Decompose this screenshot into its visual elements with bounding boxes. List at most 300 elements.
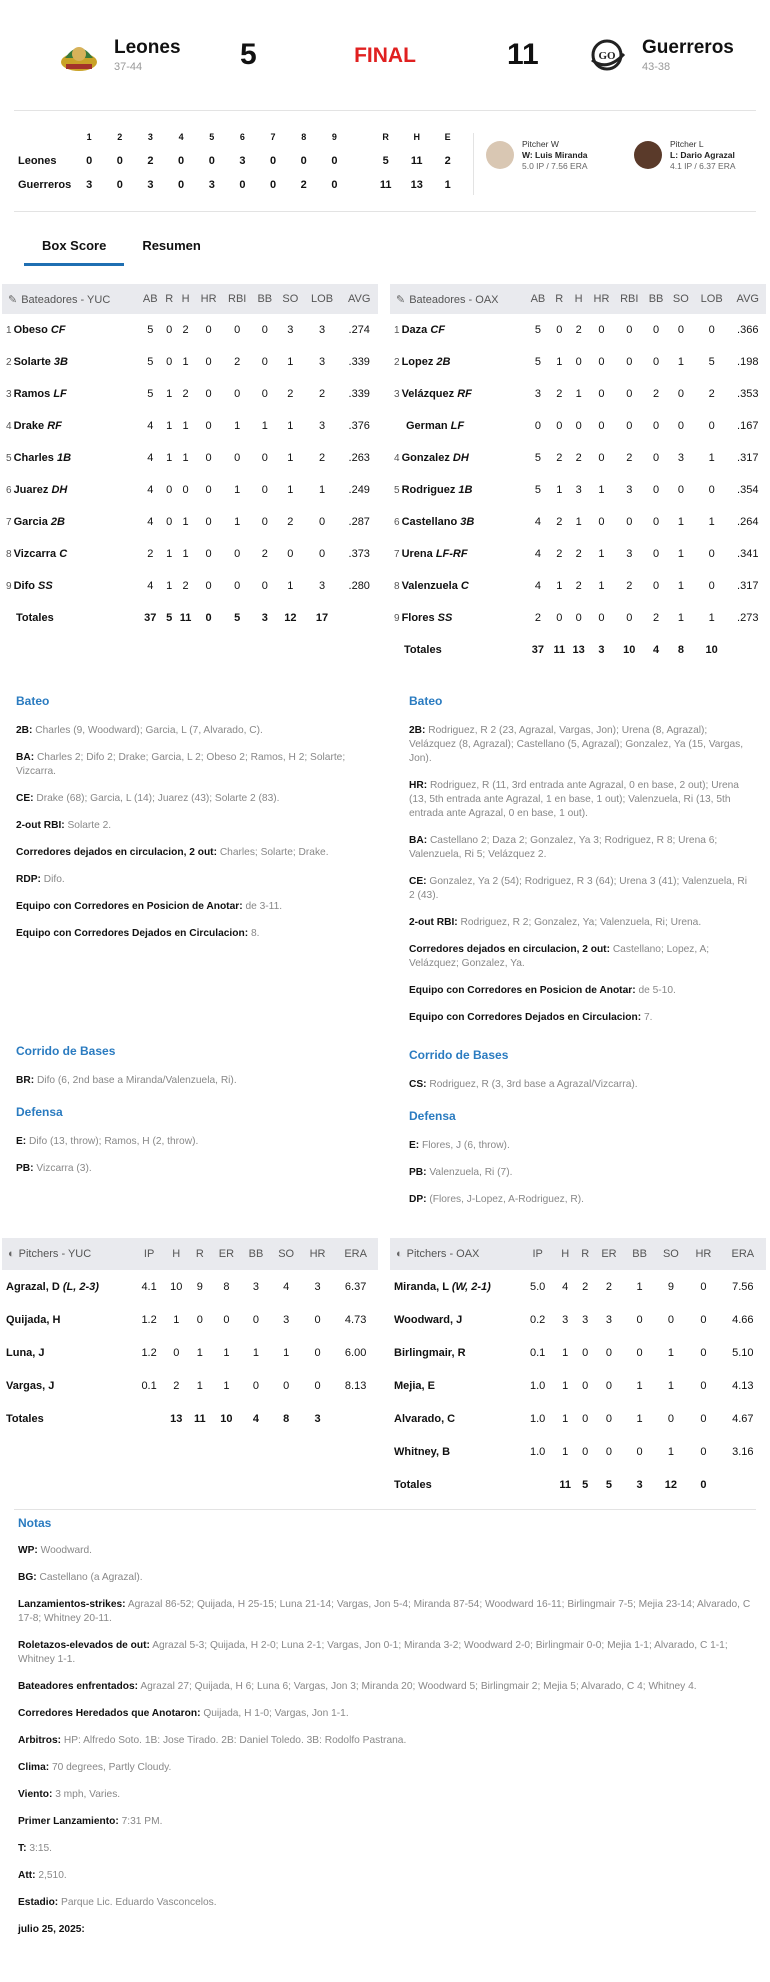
player-name: Vizcarra — [13, 548, 57, 560]
batting-team-title: Bateadores - OAX — [409, 293, 499, 306]
stat-cell: 1 — [708, 452, 715, 464]
stat-cell: 4 — [147, 580, 154, 592]
table-row — [2, 410, 378, 442]
player-name: German — [406, 420, 448, 432]
batting-team-header — [2, 284, 138, 314]
note-item — [16, 846, 361, 860]
inning-runs: 0 — [239, 179, 246, 191]
stat-header: H — [164, 1238, 188, 1270]
player-name: Garcia — [13, 516, 48, 528]
note-item — [409, 1193, 754, 1207]
player-name: Daza — [401, 324, 428, 336]
player-position: C — [460, 580, 469, 592]
table-row — [2, 1369, 378, 1402]
batting-order: 1 — [6, 325, 12, 336]
stat-cell: 4 — [147, 420, 154, 432]
stat-cell: 1 — [223, 1379, 230, 1392]
pitcher-cell[interactable] — [2, 1270, 134, 1303]
pitching-header-row — [2, 1238, 378, 1270]
stat-cell — [134, 1402, 164, 1435]
player-cell[interactable] — [2, 378, 138, 410]
stat-cell: .264 — [737, 516, 759, 528]
stat-cell: 0 — [652, 516, 660, 528]
stat-cell: 3 — [575, 484, 582, 496]
stat-cell: .339 — [348, 356, 370, 368]
table-row — [390, 602, 766, 634]
note-key: CS: — [409, 1079, 427, 1090]
player-cell[interactable] — [2, 474, 138, 506]
stat-cell: 6.37 — [344, 1280, 367, 1293]
rhe-value: 11 — [379, 179, 392, 191]
stat-cell: 3 — [314, 1280, 321, 1293]
winning-pitcher-name: W: Luis Miranda — [522, 149, 588, 160]
stat-cell: 1.0 — [529, 1445, 546, 1458]
stat-cell: 0 — [234, 324, 241, 336]
table-row — [390, 346, 766, 378]
stat-header: R — [577, 1238, 593, 1270]
stat-cell: 0 — [166, 516, 173, 528]
stat-cell: 0 — [677, 388, 684, 400]
note-key: Roletazos-elevados de out: — [18, 1640, 150, 1651]
batting-order: 6 — [394, 517, 400, 528]
player-cell[interactable] — [2, 570, 138, 602]
home-batting-table — [390, 284, 766, 666]
stat-cell: 0 — [261, 516, 268, 528]
stat-cell: 0 — [626, 516, 633, 528]
note-value: de 3-11. — [245, 901, 283, 912]
pitcher-name: Miranda, L — [394, 1280, 449, 1293]
tab-bar — [0, 238, 770, 266]
stat-cell: 0 — [652, 452, 660, 464]
note-key: Primer Lanzamiento: — [18, 1816, 119, 1827]
player-cell[interactable] — [390, 602, 526, 634]
pitcher-cell[interactable] — [2, 1369, 134, 1402]
stat-cell: 1 — [173, 1313, 180, 1326]
player-cell[interactable] — [2, 538, 138, 570]
player-position: RF — [457, 388, 472, 400]
note-key: PB: — [409, 1167, 427, 1178]
stat-cell: .198 — [737, 356, 759, 368]
player-cell[interactable] — [2, 346, 138, 378]
note-item — [18, 1788, 752, 1802]
stat-cell: 1 — [283, 1346, 290, 1359]
pitcher-cell[interactable] — [390, 1369, 522, 1402]
player-name: Flores — [401, 612, 435, 624]
player-cell[interactable] — [390, 410, 526, 442]
note-key: Bateadores enfrentados: — [18, 1681, 139, 1692]
pitcher-name: Vargas, J — [6, 1379, 55, 1392]
stat-cell: 0 — [575, 612, 582, 624]
stat-cell: 3 — [626, 548, 633, 560]
linescore-team: Guerreros — [18, 179, 72, 191]
totals-label: Totales — [404, 644, 442, 656]
stat-cell: 0 — [700, 1412, 707, 1425]
stat-cell: .274 — [348, 324, 370, 336]
home-batting — [390, 284, 766, 666]
player-name: Urena — [401, 548, 433, 560]
tab-box-score[interactable]: Box Score — [24, 238, 124, 266]
notes-section-title: Bateo — [16, 694, 50, 708]
stat-cell: 0 — [318, 516, 326, 528]
stat-header: BB — [253, 284, 278, 314]
note-item — [18, 1869, 752, 1883]
player-position: SS — [38, 580, 53, 592]
player-name: Valenzuela — [401, 580, 458, 592]
stat-cell: 2 — [556, 388, 563, 400]
player-cell[interactable] — [2, 410, 138, 442]
stat-cell: 0 — [636, 1445, 643, 1458]
note-key: CE: — [409, 876, 427, 887]
note-value: Charles 2; Difo 2; Drake; Garcia, L 2; Obeso 2; Ramos, H 2; Solarte; Vizcarra. — [16, 752, 346, 777]
note-key: BA: — [16, 752, 35, 763]
linescore-section — [0, 111, 770, 211]
table-row — [390, 538, 766, 570]
stat-cell: 1 — [196, 1346, 203, 1359]
stat-cell: 0 — [556, 324, 563, 336]
table-row — [2, 570, 378, 602]
table-row — [390, 570, 766, 602]
player-name: Juarez — [13, 484, 49, 496]
stat-cell: 0 — [182, 484, 189, 496]
batting-order: 2 — [394, 357, 400, 368]
stat-cell: 0 — [708, 420, 715, 432]
totals-label: Totales — [394, 1478, 432, 1491]
table-row — [390, 1402, 766, 1435]
decision-pitchers — [474, 133, 770, 177]
inning-runs: 0 — [300, 155, 307, 167]
pitcher-cell[interactable] — [390, 1336, 522, 1369]
inning-runs: 0 — [208, 155, 215, 167]
stat-cell: 3 — [598, 644, 605, 656]
rhe-value: 1 — [444, 179, 451, 191]
stat-cell: .317 — [737, 452, 759, 464]
stat-cell: 10 — [220, 1412, 233, 1425]
away-score: 5 — [240, 38, 257, 71]
stat-cell: 3.16 — [732, 1445, 754, 1458]
note-key: Viento: — [18, 1789, 53, 1800]
stat-cell: 0 — [636, 1346, 643, 1359]
stat-cell: 0 — [314, 1379, 321, 1392]
totals-row — [390, 1468, 766, 1501]
player-position: 3B — [53, 356, 68, 368]
stat-cell: 8 — [223, 1280, 230, 1293]
stat-header: H — [553, 1238, 577, 1270]
ball-icon: ◐ — [8, 1248, 15, 1260]
note-item — [409, 1011, 754, 1025]
note-value: 7:31 PM. — [121, 1816, 163, 1827]
stat-cell: 0 — [700, 1346, 707, 1359]
stat-cell: 1 — [562, 1346, 569, 1359]
linescore-row-away — [14, 149, 463, 173]
note-value: (Flores, J-Lopez, A-Rodriguez, R). — [429, 1194, 584, 1205]
note-item — [16, 927, 361, 941]
stat-cell — [720, 1468, 766, 1501]
stat-cell: 0.1 — [529, 1346, 546, 1359]
stat-header: HR — [302, 1238, 333, 1270]
pitching-section — [0, 1238, 770, 1501]
pitching-team-title: Pitchers - OAX — [406, 1248, 480, 1260]
player-cell[interactable] — [390, 442, 526, 474]
stat-cell: 0 — [605, 1379, 613, 1392]
inning-runs: 0 — [331, 179, 338, 191]
note-value: Agrazal 5-3; Quijada, H 2-0; Luna 2-1; Vargas, Jon 0-1; Miranda 3-2; Woodward 2-0; Birlingmair 0-0; Mejia 1-1; Alvarado, C 1-1; Whitney 1-1. — [18, 1640, 728, 1665]
note-value: Valenzuela, Ri (7). — [429, 1167, 513, 1178]
stat-cell: 0 — [575, 420, 582, 432]
note-value: HP: Alfredo Soto. 1B: Jose Tirado. 2B: Daniel Toledo. 3B: Rodolfo Pastrana. — [63, 1735, 407, 1746]
winning-pitcher[interactable] — [486, 139, 622, 172]
totals-row — [2, 1402, 378, 1435]
note-key: DP: — [409, 1194, 427, 1205]
note-key: Equipo con Corredores en Posicion de Anotar: — [409, 985, 636, 996]
avatar — [634, 141, 662, 169]
stat-cell: 3 — [605, 1313, 613, 1326]
away-batting — [2, 284, 378, 666]
stat-cell — [522, 1468, 553, 1501]
pitcher-name: Mejia, E — [394, 1379, 435, 1392]
stat-cell: 4 — [534, 580, 541, 592]
stat-cell: 4 — [534, 516, 541, 528]
stat-cell: 0 — [700, 1478, 707, 1491]
pitcher-cell[interactable] — [2, 1336, 134, 1369]
stat-cell: 0 — [205, 452, 212, 464]
note-key: julio 25, 2025: — [18, 1924, 85, 1935]
stat-cell: .263 — [348, 452, 370, 464]
note-key: T: — [18, 1843, 27, 1854]
pitcher-cell[interactable] — [390, 1270, 522, 1303]
note-item — [16, 1135, 361, 1149]
batting-section — [0, 284, 770, 666]
stat-cell: 8.13 — [344, 1379, 367, 1392]
stat-cell: 1 — [182, 452, 189, 464]
stat-cell: 0 — [287, 548, 294, 560]
stat-cell: 2 — [287, 388, 294, 400]
totals-label: Totales — [6, 1412, 44, 1425]
stat-cell: 1 — [562, 1379, 569, 1392]
inning-header: 8 — [301, 132, 307, 142]
table-row — [2, 1336, 378, 1369]
note-key: WP: — [18, 1545, 38, 1556]
player-cell[interactable] — [2, 506, 138, 538]
stat-cell: 1 — [287, 356, 294, 368]
linescore-header-row — [14, 125, 463, 149]
stat-cell: 1 — [677, 612, 684, 624]
stat-cell: 2 — [605, 1280, 613, 1293]
rhe-value: 2 — [444, 155, 451, 167]
rhe-header: R — [382, 132, 389, 142]
player-cell[interactable] — [390, 378, 526, 410]
totals-row — [390, 634, 766, 666]
stat-cell: 0 — [173, 1346, 180, 1359]
table-row — [390, 442, 766, 474]
stat-cell: 0 — [708, 548, 715, 560]
stat-cell: 0 — [234, 580, 241, 592]
stat-cell: 0 — [626, 324, 633, 336]
stat-cell: 0 — [234, 452, 241, 464]
player-cell[interactable] — [390, 314, 526, 346]
stat-cell: 10 — [705, 644, 718, 656]
stat-cell: 2 — [652, 388, 660, 400]
note-key: 2B: — [16, 725, 33, 736]
linescore-team-header — [14, 125, 74, 149]
stat-cell: 1 — [556, 484, 563, 496]
stat-cell: 1 — [636, 1379, 643, 1392]
home-team[interactable] — [584, 32, 734, 78]
inning-runs: 0 — [270, 155, 277, 167]
pitcher-cell[interactable] — [390, 1303, 522, 1336]
player-name: Gonzalez — [401, 452, 450, 464]
home-notes — [409, 694, 754, 1220]
losing-pitcher-label: Pitcher L — [670, 138, 704, 149]
table-row — [2, 538, 378, 570]
stat-cell: 0 — [598, 452, 605, 464]
stat-cell: 0 — [261, 484, 268, 496]
player-position: LF-RF — [435, 548, 468, 560]
stat-cell: 4.1 — [141, 1280, 157, 1293]
stat-cell: 3 — [636, 1478, 643, 1491]
stat-cell: 1 — [196, 1379, 203, 1392]
note-key: 2-out RBI: — [16, 820, 65, 831]
stat-cell: 0 — [223, 1313, 230, 1326]
stat-header: SO — [277, 284, 304, 314]
player-cell[interactable] — [2, 314, 138, 346]
stat-cell: 3 — [283, 1313, 290, 1326]
stat-cell: 1 — [166, 580, 173, 592]
stat-cell: 1 — [287, 452, 294, 464]
player-cell[interactable] — [2, 442, 138, 474]
player-position: C — [59, 548, 68, 560]
note-item — [16, 873, 361, 887]
stat-cell: 2 — [318, 452, 326, 464]
notes-section-title: Bateo — [409, 694, 443, 708]
player-position: DH — [51, 484, 68, 496]
stat-header: SO — [668, 284, 694, 314]
stat-cell: 10 — [170, 1280, 183, 1293]
pitcher-cell[interactable] — [390, 1435, 522, 1468]
inning-runs: 3 — [147, 179, 154, 191]
stat-cell: 10 — [623, 644, 636, 656]
linescore-table — [14, 125, 463, 197]
pitcher-cell[interactable] — [390, 1402, 522, 1435]
stat-cell: .354 — [737, 484, 759, 496]
inning-runs: 0 — [178, 179, 185, 191]
note-key: BG: — [18, 1572, 37, 1583]
rhe-value: 5 — [382, 155, 389, 167]
table-row — [2, 506, 378, 538]
note-key: BR: — [16, 1075, 35, 1086]
pitcher-name: Birlingmair, R — [394, 1346, 466, 1359]
stat-cell — [333, 1402, 378, 1435]
stat-cell: 3 — [318, 420, 326, 432]
stat-cell: 1 — [234, 484, 241, 496]
stat-cell: 5 — [534, 484, 541, 496]
stat-cell: 3 — [318, 324, 326, 336]
table-row — [390, 314, 766, 346]
stat-cell: 0 — [598, 324, 605, 336]
player-cell[interactable] — [390, 570, 526, 602]
player-cell[interactable] — [390, 506, 526, 538]
batting-order: 7 — [6, 517, 12, 528]
note-key: RDP: — [16, 874, 41, 885]
stat-cell: 1.2 — [141, 1313, 157, 1326]
batting-header-row — [390, 284, 766, 314]
winning-pitcher-stats: 5.0 IP / 7.56 ERA — [522, 160, 588, 171]
table-row — [2, 442, 378, 474]
stat-header: HR — [589, 284, 615, 314]
game-notes — [0, 1516, 770, 1937]
stat-cell: 0 — [598, 612, 605, 624]
pitcher-decision: (L, 2-3) — [62, 1280, 99, 1293]
player-position: CF — [50, 324, 66, 336]
batting-order: 9 — [394, 613, 400, 624]
player-position: SS — [437, 612, 453, 624]
tab-resumen[interactable]: Resumen — [142, 238, 201, 253]
stat-cell: 13 — [572, 644, 585, 656]
player-cell[interactable] — [390, 538, 526, 570]
pitcher-cell[interactable] — [2, 1303, 134, 1336]
stat-cell: 1 — [182, 516, 189, 528]
stat-cell: 4.73 — [344, 1313, 367, 1326]
stat-cell: .373 — [348, 548, 370, 560]
stat-cell: .376 — [348, 420, 370, 432]
stat-cell: 1 — [667, 1445, 674, 1458]
stat-cell: 0 — [598, 420, 605, 432]
stat-cell: 0 — [700, 1280, 707, 1293]
table-row — [390, 378, 766, 410]
stat-cell: 1 — [575, 516, 582, 528]
player-cell[interactable] — [390, 346, 526, 378]
stat-cell: 2 — [147, 548, 154, 560]
stat-cell: 1 — [182, 548, 189, 560]
stat-cell: 0 — [652, 580, 660, 592]
stat-cell: 11 — [194, 1412, 206, 1425]
stat-cell: 0 — [261, 324, 268, 336]
stat-cell: 0 — [261, 356, 268, 368]
pitcher-name: Whitney, B — [394, 1445, 451, 1458]
losing-pitcher[interactable] — [634, 139, 770, 172]
stat-cell: 4 — [147, 516, 154, 528]
stat-cell: 0 — [708, 324, 715, 336]
stat-cell: 1 — [318, 484, 326, 496]
player-position: DH — [452, 452, 469, 464]
stat-cell: 0 — [314, 1313, 321, 1326]
inning-header: 4 — [178, 132, 184, 142]
stat-header: R — [163, 284, 176, 314]
batting-order: 8 — [6, 549, 12, 560]
stat-header: LOB — [694, 284, 730, 314]
stat-cell: 0 — [700, 1313, 707, 1326]
stat-cell: 0 — [652, 324, 660, 336]
stat-cell: 13 — [170, 1412, 183, 1425]
stat-header: IP — [134, 1238, 164, 1270]
stat-cell: 3 — [314, 1412, 321, 1425]
note-value: Drake (68); Garcia, L (14); Juarez (43); Solarte 2 (83). — [36, 793, 280, 804]
table-row — [2, 378, 378, 410]
batting-order: 7 — [394, 549, 400, 560]
pitcher-decision: (W, 2-1) — [451, 1280, 491, 1293]
totals-label: Totales — [16, 612, 54, 624]
stat-cell: 0 — [667, 1313, 674, 1326]
rhe-header: E — [444, 132, 451, 142]
divider — [14, 211, 756, 212]
stat-cell: 1 — [575, 388, 582, 400]
note-value: Agrazal 27; Quijada, H 6; Luna 6; Vargas, Jon 3; Miranda 20; Woodward 5; Birlingmair 2; Mejia 5; Alvarado, C 4; Whitney 4. — [140, 1681, 697, 1692]
note-value: Quijada, H 1-0; Vargas, Jon 1-1. — [203, 1708, 349, 1719]
note-item — [16, 900, 361, 914]
player-cell[interactable] — [390, 474, 526, 506]
stat-cell: 12 — [664, 1478, 678, 1491]
stat-cell: 7.56 — [732, 1280, 754, 1293]
inning-header: 3 — [147, 132, 153, 142]
